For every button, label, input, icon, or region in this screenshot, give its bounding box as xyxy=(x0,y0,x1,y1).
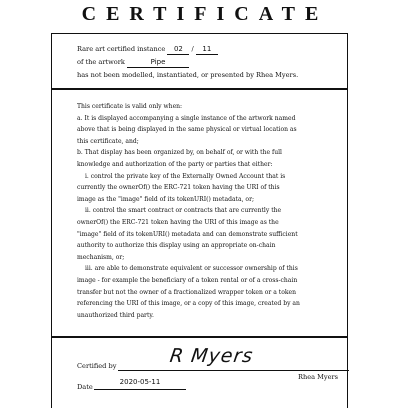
signer-name: Rhea Myers xyxy=(298,373,339,381)
artwork-line xyxy=(77,56,339,69)
signature-line xyxy=(118,370,349,371)
certificate-header xyxy=(77,43,339,82)
handwritten-signature: R Myers xyxy=(168,345,255,367)
certificate-title: CERTIFICATE xyxy=(81,3,329,25)
date-line xyxy=(94,389,186,390)
instance-label: Rare art certified instance xyxy=(77,45,166,53)
header-divider xyxy=(51,88,348,90)
disclaimer-line: has not been modelled, instantiated, or presented by Rhea Myers. xyxy=(77,71,299,79)
certified-by-label: Certified by xyxy=(77,362,117,370)
condition-line: this certificate, and; xyxy=(77,137,139,145)
certificate-conditions xyxy=(77,101,339,321)
condition-line: currently the ownerOf() the ERC-721 token having the URI of this xyxy=(77,184,280,192)
condition-line: authority to authorize this display using an appropriate on-chain xyxy=(77,242,276,250)
condition-line: ii. control the smart contract or contracts that are currently the xyxy=(85,207,282,215)
date-label: Date xyxy=(77,383,93,391)
condition-line: above that is being displayed in the same physical or virtual location as xyxy=(77,126,297,134)
condition-line: knowledge and authorization of the party or parties that either: xyxy=(77,160,273,168)
condition-line: i. control the private key of the Externally Owned Account that is xyxy=(85,172,286,180)
condition-line: transfer but not the owner of a fractionalized wrapper token or a token xyxy=(77,288,296,296)
condition-line: image - for example the beneficiary of a token rental or of a cross-chain xyxy=(77,276,298,284)
condition-line: iii. are able to demonstrate equivalent or successor ownership of this xyxy=(85,265,298,273)
condition-line: ownerOf() the ERC-721 token having the URI of this image as the xyxy=(77,218,279,226)
instance-number: 02 xyxy=(167,44,189,55)
date-value: 2020-05-11 xyxy=(119,378,161,386)
instance-total: 11 xyxy=(196,44,218,55)
condition-line: mechanism, or; xyxy=(77,253,125,261)
footer-divider xyxy=(51,336,348,338)
artwork-label: of the artwork xyxy=(77,58,125,66)
instance-line xyxy=(77,43,339,56)
instance-separator: / xyxy=(191,45,194,53)
condition-line: referencing the URI of this image, or a copy of this image, created by an xyxy=(77,300,300,308)
condition-line: This certificate is valid only when: xyxy=(77,103,183,110)
artwork-name: Pipe xyxy=(127,57,189,68)
condition-line: "image" field of its tokenURI() metadata and can demonstrate sufficient xyxy=(77,230,298,238)
condition-line: image as the "image" field of its tokenURI() metadata, or; xyxy=(77,195,254,203)
condition-line: unauthorized third party. xyxy=(77,311,154,319)
condition-line: b. That display has been organized by, on behalf of, or with the full xyxy=(77,149,282,157)
condition-line: a. It is displayed accompanying a single instance of the artwork named xyxy=(77,114,296,122)
